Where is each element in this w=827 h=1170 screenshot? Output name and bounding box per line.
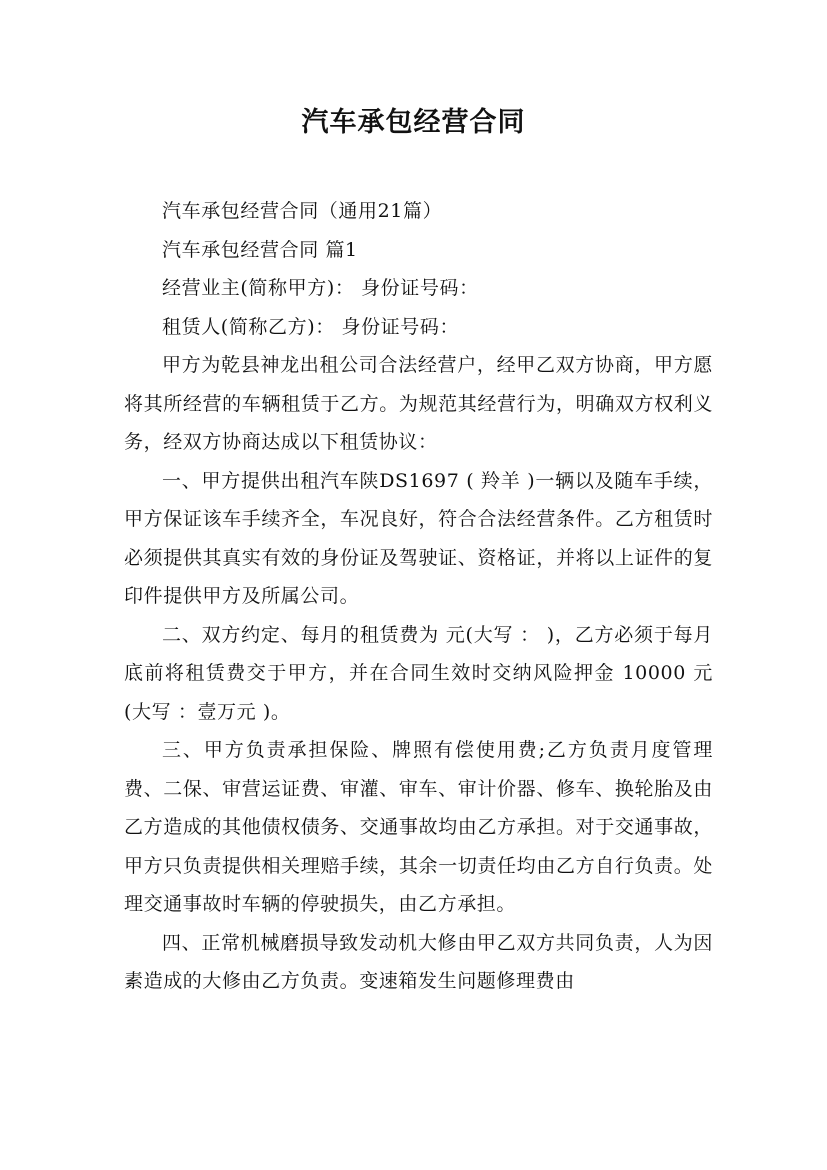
party-a-line: 经营业主(简称甲方)： 身份证号码：: [162, 277, 479, 299]
paragraph-clause-1: 一、甲方提供出租汽车陕DS1697 ( 羚羊 )一辆以及随车手续，甲方保证该车手续齐全，车况良好，符合合法经营条件。乙方租赁时必须提供其真实有效的身份证及驾驶证、资格证，并将以上证件的复印件提供甲方及所属公司。: [124, 469, 713, 607]
paragraph-clause-4: 四、正常机械磨损导致发动机大修由甲乙双方共同负责，人为因素造成的大修由乙方负责。变速箱发生问题修理费由: [124, 931, 713, 992]
paragraph-clause-2: 二、双方约定、每月的租赁费为 元(大写 ： )，乙方必须于每月底前将租赁费交于甲方，并在合同生效时交纳风险押金 10000 元(大写 ：壹万元 )。: [124, 623, 713, 723]
party-b-line: 租赁人(简称乙方)： 身份证号码：: [162, 315, 460, 338]
document-body: [124, 192, 713, 1001]
document-title: 汽车承包经营合同: [301, 107, 526, 138]
paragraph-intro: 甲方为乾县神龙出租公司合法经营户，经甲乙双方协商，甲方愿将其所经营的车辆租赁于乙方。为规范其经营行为，明确双方权利义务，经双方协商达成以下租赁协议：: [124, 354, 713, 453]
subtitle-line: 汽车承包经营合同（通用21篇）: [162, 200, 443, 222]
paragraph-clause-3: 三、甲方负责承担保险、牌照有偿使用费;乙方负责月度管理费、二保、审营运证费、审灌、审车、审计价器、修车、换轮胎及由乙方造成的其他债权债务、交通事故均由乙方承担。对于交通事故，甲方只负责提供相关理赔手续，其余一切责任均由乙方自行负责。处理交通事故时车辆的停驶损失，由乙方承担。: [124, 739, 713, 915]
section-heading: 汽车承包经营合同 篇1: [162, 238, 358, 261]
